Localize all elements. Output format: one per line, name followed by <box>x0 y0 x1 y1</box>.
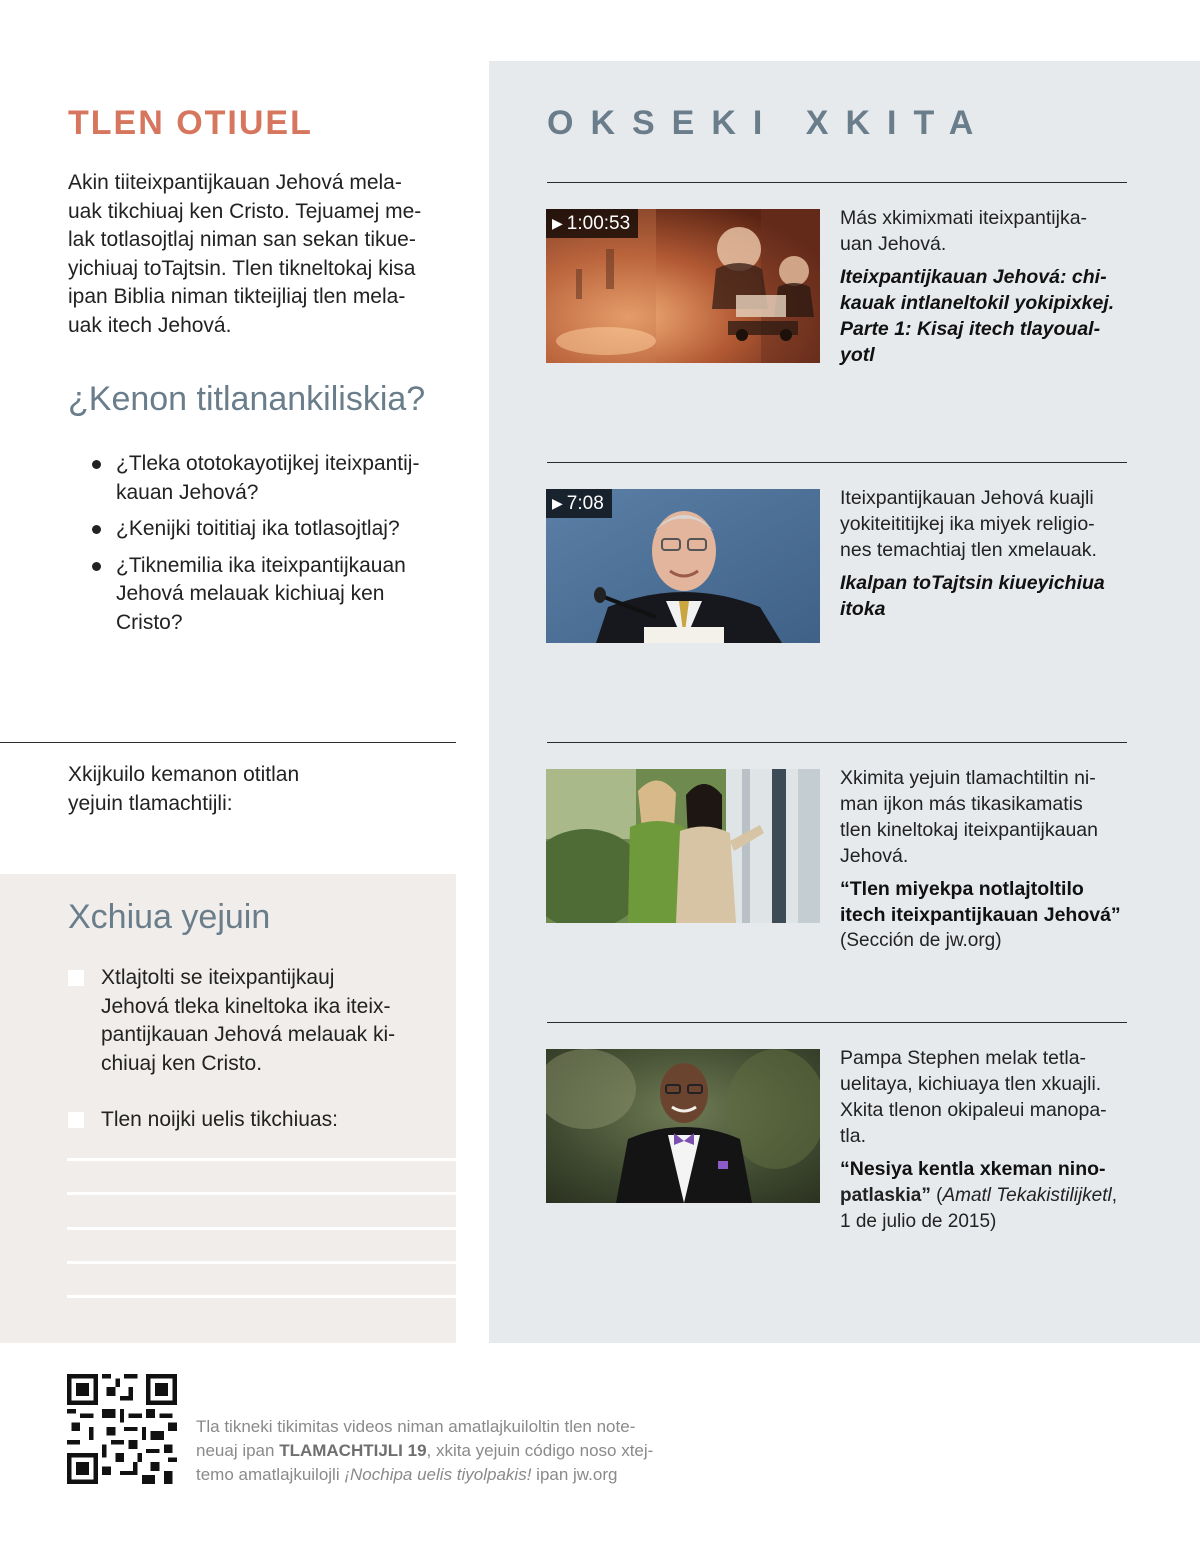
divider <box>547 1022 1127 1023</box>
divider <box>547 462 1127 463</box>
question-item: ¿Kenijki toititiaj ika totlasojtlaj? <box>92 515 464 544</box>
question-item: ¿Tiknemilia ika iteixpantijkauan Jehová melauak kichiuaj ken Cristo? <box>92 552 464 638</box>
checkbox[interactable] <box>68 1112 84 1128</box>
article-citation: “Nesiya kentla xkeman nino- patlaskia” (Amatl Tekakistilijketl, 1 de julio de 2015) <box>840 1158 1118 1232</box>
writing-line[interactable] <box>67 1227 456 1230</box>
video-thumbnail[interactable] <box>546 209 820 363</box>
play-icon: ▶ <box>552 495 563 511</box>
review-questions <box>92 450 464 645</box>
stephen-portrait-image <box>546 1049 820 1203</box>
video-info <box>840 205 1130 368</box>
door-to-door-image <box>546 769 820 923</box>
article-info <box>840 765 1130 954</box>
bullet-icon <box>92 525 101 534</box>
intro-paragraph: Akin tiiteixpantijkauan Jehová mela- uak tikchiuaj ken Cristo. Tejuamej me- lak totlasojtlaj niman san sekan tikue- yichiuaj toTajtsin. Tlen tikneltokaj kisa ipan Biblia niman tikteijliaj tlen mela- uak itech Jehová. <box>68 171 422 337</box>
video-duration: ▶ 1:00:53 <box>546 209 638 238</box>
divider <box>0 742 456 743</box>
article-thumbnail[interactable] <box>546 1049 820 1203</box>
completion-date-label: Xkijkuilo kemanon otitlan yejuin tlamachtijli: <box>68 763 300 815</box>
video-duration: ▶ 7:08 <box>546 489 612 518</box>
bullet-icon <box>92 562 101 571</box>
video-description: Iteixpantijkauan Jehová kuajli yokiteititijkej ika miyek religio- nes temachtiaj tlen xmelauak. <box>840 487 1097 561</box>
video-thumbnail[interactable] <box>546 489 820 643</box>
writing-line[interactable] <box>67 1158 456 1161</box>
article-description: Xkimita yejuin tlamachtiltin ni- man ijkon más tikasikamatis tlen kineltokaj iteixpantijkauan Jehová. <box>840 767 1098 867</box>
footer-note: Tla tikneki tikimitas videos niman amatlajkuiloltin tlen note- neuaj ipan TLAMACHTIJLI 19, xkita yejuin código noso xtej- temo amatlajkuilojli ¡Nochipa uelis tiyolpakis! ipan jw.org <box>196 1417 654 1484</box>
divider <box>547 182 1127 183</box>
questions-heading: ¿Kenon titlanankiliskia? <box>68 380 426 418</box>
article-source: (Sección de jw.org) <box>840 930 1002 951</box>
question-item: ¿Tleka ototokayotijkej iteixpantij- kauan Jehová? <box>92 450 464 507</box>
video-title-link[interactable]: Ikalpan toTajtsin kiueyichiua itoka <box>840 572 1105 620</box>
article-title-link[interactable]: “Nesiya kentla xkeman nino- <box>840 1158 1106 1180</box>
play-icon: ▶ <box>552 215 563 231</box>
writing-line[interactable] <box>67 1192 456 1195</box>
video-info <box>840 485 1130 622</box>
challenge-item[interactable]: Tlen noijki uelis tikchiuas: <box>68 1106 438 1135</box>
video-description: Más xkimixmati iteixpantijka- uan Jehová. <box>840 207 1088 255</box>
challenge-heading: Xchiua yejuin <box>68 898 271 936</box>
divider <box>547 742 1127 743</box>
section-title: TLEN OTIUEL <box>68 104 313 142</box>
video-title-link[interactable]: Iteixpantijkauan Jehová: chi- kauak intlaneltokil yokipixkej. Parte 1: Kisaj itech tlayoual- yotl <box>840 266 1115 366</box>
related-heading: OKSEKI XKITA <box>547 104 991 142</box>
writing-line[interactable] <box>67 1295 456 1298</box>
qr-code[interactable] <box>67 1374 177 1484</box>
article-thumbnail[interactable] <box>546 769 820 923</box>
article-title-link[interactable]: patlaskia” <box>840 1185 931 1206</box>
bullet-icon <box>92 460 101 469</box>
challenge-item[interactable]: Xtlajtolti se iteixpantijkauj Jehová tleka kineltoka ika iteix- pantijkauan Jehová melauak ki- chiuaj ken Cristo. <box>68 964 438 1078</box>
article-description: Pampa Stephen melak tetla- uelitaya, kichiuaya tlen xkuajli. Xkita tlenon okipaleui manopa- tla. <box>840 1047 1107 1147</box>
challenge-list <box>68 964 438 1135</box>
checkbox[interactable] <box>68 970 84 986</box>
writing-line[interactable] <box>67 1261 456 1264</box>
article-title-link[interactable]: “Tlen miyekpa notlajtoltilo itech iteixpantijkauan Jehová” <box>840 878 1121 926</box>
article-info <box>840 1045 1130 1235</box>
